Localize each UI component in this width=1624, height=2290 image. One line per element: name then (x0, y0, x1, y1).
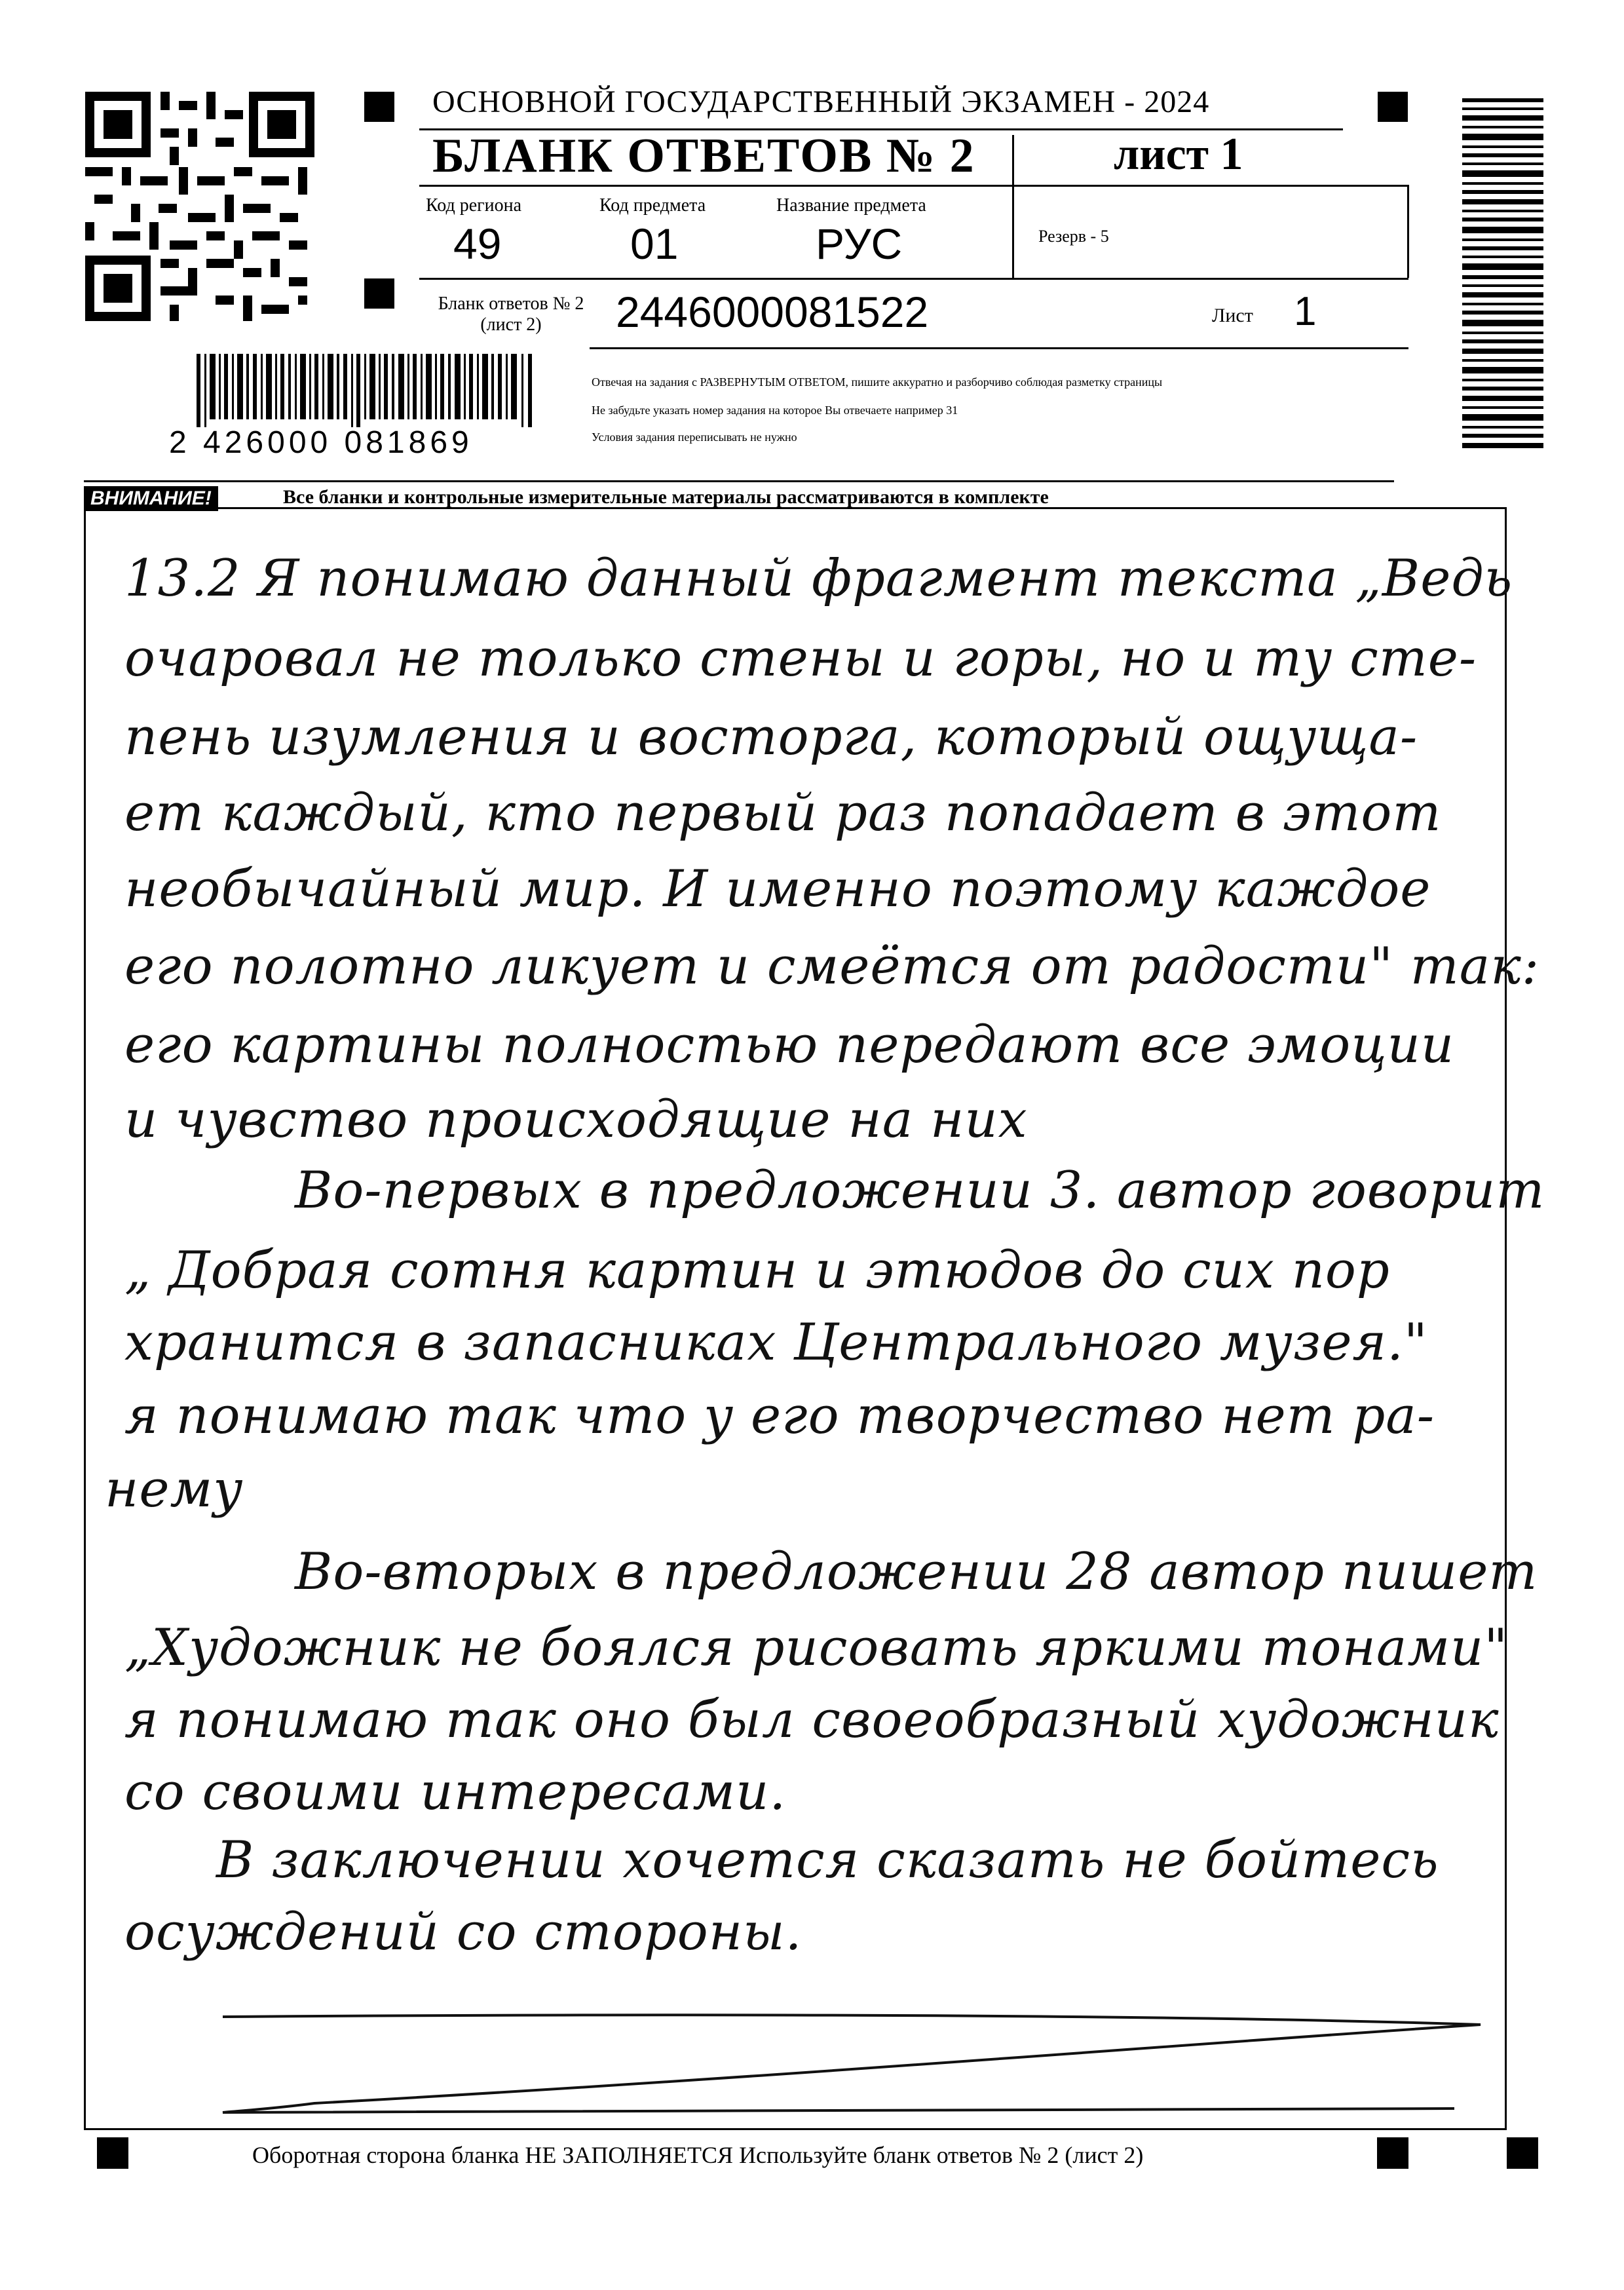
marker-square-top-left (364, 92, 394, 122)
answer-line-2: очаровал не только стены и горы, но и ту сте- (124, 629, 1477, 688)
region-code-label: Код региона (426, 195, 522, 216)
instruction-line-3: Условия задания переписывать не нужно (592, 430, 797, 444)
vertical-barcode (1462, 98, 1543, 452)
answer-line-11: хранится в запасниках Центрального музея." (124, 1313, 1428, 1372)
marker-square-bottom-right-2 (1507, 2137, 1538, 2169)
answer-line-9: Во-первых в предложении 3. автор говорит (295, 1161, 1545, 1220)
link-field-underline (590, 347, 1408, 349)
sheet-number-label: Лист (1212, 305, 1253, 326)
answer-line-16: я понимаю так оно был своеобразный художник (124, 1690, 1500, 1749)
answer-line-1: 13.2 Я понимаю данный фрагмент текста „Ведь (124, 549, 1513, 608)
subject-name-label: Название предмета (776, 195, 926, 216)
region-code-value: 49 (453, 219, 502, 268)
answer-line-4: ет каждый, кто первый раз попадает в этот (124, 784, 1442, 843)
marker-square-bottom-right-1 (1377, 2137, 1408, 2169)
instruction-line-2: Не забудьте указать номер задания на которое Вы отвечаете например 31 (592, 404, 958, 417)
linked-sheet-label-line2: (лист 2) (480, 315, 542, 335)
marker-square-mid-left (364, 278, 394, 309)
subject-name-value: РУС (816, 219, 903, 268)
answer-line-6: его полотно ликует и смеётся от радости" так: (124, 937, 1540, 996)
answer-line-5: необычайный мир. И именно поэтому каждое (124, 860, 1431, 919)
horizontal-barcode (197, 354, 537, 427)
answer-line-7: его картины полностью передают все эмоции (124, 1016, 1455, 1075)
answer-line-3: пень изумления и восторга, который ощуща- (124, 708, 1418, 767)
attention-badge: ВНИМАНИЕ! (84, 486, 218, 511)
instruction-line-1: Отвечая на задания с РАЗВЕРНУТЫМ ОТВЕТОМ, пишите аккуратно и разборчиво соблюдая разметку страницы (592, 375, 1163, 389)
header-right-vertical (1407, 185, 1409, 278)
form-title: БЛАНК ОТВЕТОВ № 2 (432, 129, 975, 183)
answer-line-14: Во-вторых в предложении 28 автор пишет (295, 1542, 1538, 1601)
attention-text: Все бланки и контрольные измерительные материалы рассматриваются в комплекте (283, 486, 1049, 508)
header-divider (419, 185, 1408, 187)
answer-line-10: „ Добрая сотня картин и этюдов до сих пор (124, 1241, 1390, 1300)
subject-code-value: 01 (630, 219, 679, 268)
marker-square-bottom-left (97, 2137, 128, 2169)
qr-code (85, 92, 314, 321)
reserve-field: Резерв - 5 (1038, 227, 1109, 246)
answer-line-19: осуждений со стороны. (124, 1903, 803, 1962)
footer-note: Оборотная сторона бланка НЕ ЗАПОЛНЯЕТСЯ Используйте бланк ответов № 2 (лист 2) (252, 2142, 1144, 2168)
qr-code-graphic (85, 92, 314, 321)
header-vertical-divider (1012, 135, 1014, 279)
linked-sheet-label-line1: Бланк ответов № 2 (438, 294, 584, 314)
subject-code-label: Код предмета (599, 195, 706, 216)
sheet-number-value: 1 (1294, 289, 1317, 334)
answer-line-13: нему (105, 1460, 244, 1519)
answer-line-12: я понимаю так что у его творчество нет ра- (124, 1386, 1435, 1445)
answer-line-18: В заключении хочется сказать не бойтесь (216, 1831, 1439, 1890)
answer-line-17: со своими интересами. (124, 1763, 787, 1822)
linked-sheet-label (419, 294, 603, 335)
barcode-digits: 2 426000 081869 (169, 425, 473, 460)
linked-sheet-number: 2446000081522 (616, 288, 929, 336)
marker-square-top-right (1378, 92, 1408, 122)
fields-bottom-divider (419, 278, 1408, 280)
answer-line-8: и чувство происходящие на них (124, 1090, 1028, 1149)
exam-title: ОСНОВНОЙ ГОСУДАРСТВЕННЫЙ ЭКЗАМЕН - 2024 (432, 85, 1210, 119)
header-bottom-rule (84, 480, 1394, 482)
sheet-title: лист 1 (1114, 129, 1243, 180)
answer-line-15: „Художник не боялся рисовать яркими тонами" (124, 1618, 1509, 1677)
empty-space-strike (197, 2005, 1500, 2123)
